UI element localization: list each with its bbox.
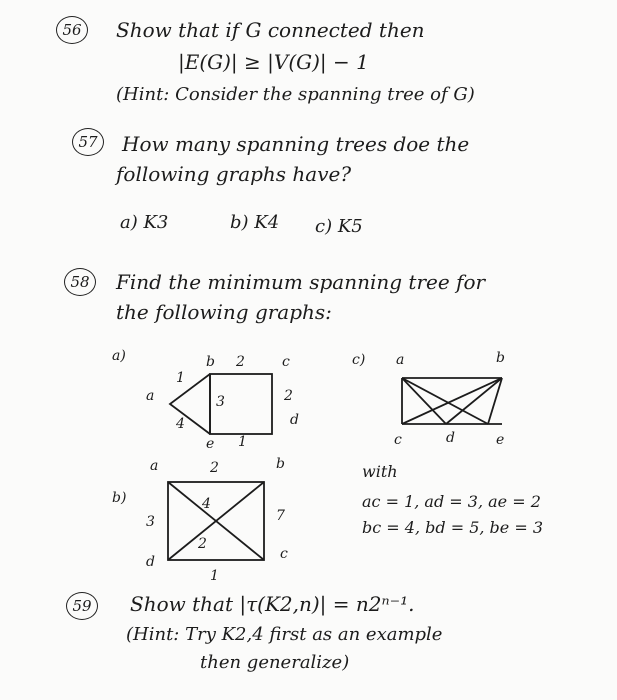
- graph-c-weights-line2: bc = 4, bd = 5, be = 3: [362, 518, 544, 537]
- problem-57-statement-line2: following graphs have?: [116, 162, 352, 186]
- graph-c-with-label: with: [362, 462, 398, 481]
- graph-b-vertex-d: d: [146, 554, 155, 570]
- problem-59-hint-line1: (Hint: Try K2,4 first as an example: [126, 624, 443, 645]
- problem-number-text: 57: [78, 133, 98, 151]
- graph-b-vertex-b: b: [276, 456, 285, 472]
- graph-a-vertex-c: c: [282, 354, 290, 370]
- graph-a-vertex-b: b: [206, 354, 215, 370]
- problem-57-option-b: b) K4: [230, 212, 280, 233]
- graph-a-vertex-d: d: [290, 412, 299, 428]
- graph-b-weight-ac: 4: [202, 496, 211, 512]
- problem-56-inequality: |E(G)| ≥ |V(G)| − 1: [178, 50, 369, 74]
- graph-a-weight-be: 3: [216, 394, 225, 410]
- graph-b-weight-dc: 1: [210, 568, 219, 584]
- graph-b-weight-ab: 2: [210, 460, 219, 476]
- graph-a-weight-cd: 2: [284, 388, 293, 404]
- graph-a-weight-ae: 4: [176, 416, 185, 432]
- problem-57-statement-line1: How many spanning trees doe the: [122, 132, 470, 156]
- problem-number-text: 59: [72, 597, 92, 615]
- graph-a-vertex-e: e: [206, 436, 215, 452]
- graph-c-vertex-d: d: [446, 430, 455, 446]
- graph-a-weight-bc: 2: [236, 354, 245, 370]
- problem-number-text: 56: [62, 21, 82, 39]
- graph-b-weight-bd: 2: [198, 536, 207, 552]
- graph-c-vertex-a: a: [396, 352, 405, 368]
- graph-a-weight-ab: 1: [176, 370, 185, 386]
- problem-56-statement: Show that if G connected then: [116, 18, 425, 42]
- graph-b-part-label: b): [112, 490, 127, 506]
- problem-57-option-a: a) K3: [120, 212, 169, 233]
- graph-b-weight-ad: 3: [146, 514, 155, 530]
- problem-56-hint: (Hint: Consider the spanning tree of G): [116, 84, 475, 105]
- problem-58-statement-line1: Find the minimum spanning tree for: [116, 270, 486, 294]
- graph-b-weight-bc: 7: [276, 508, 285, 524]
- graph-c-vertex-b: b: [496, 350, 505, 366]
- problem-58-statement-line2: the following graphs:: [116, 300, 332, 324]
- problem-59-hint-line2: then generalize): [200, 652, 350, 673]
- problem-number-59: [66, 592, 98, 620]
- graph-a-part-label: a): [112, 348, 126, 364]
- graph-c-weights-line1: ac = 1, ad = 3, ae = 2: [362, 492, 541, 511]
- graph-c-vertex-e: e: [496, 432, 505, 448]
- graph-c-part-label: c): [352, 352, 366, 368]
- graph-b-vertex-a: a: [150, 458, 159, 474]
- problem-number-text: 58: [70, 273, 90, 291]
- problem-57-option-c: c) K5: [315, 216, 363, 237]
- graph-a-weight-ed: 1: [238, 434, 247, 450]
- graph-b-vertex-c: c: [280, 546, 288, 562]
- graph-c-vertex-c: c: [394, 432, 402, 448]
- graph-a-vertex-a: a: [146, 388, 155, 404]
- problem-59-statement: Show that |τ(K2,n)| = n2ⁿ⁻¹.: [130, 592, 415, 616]
